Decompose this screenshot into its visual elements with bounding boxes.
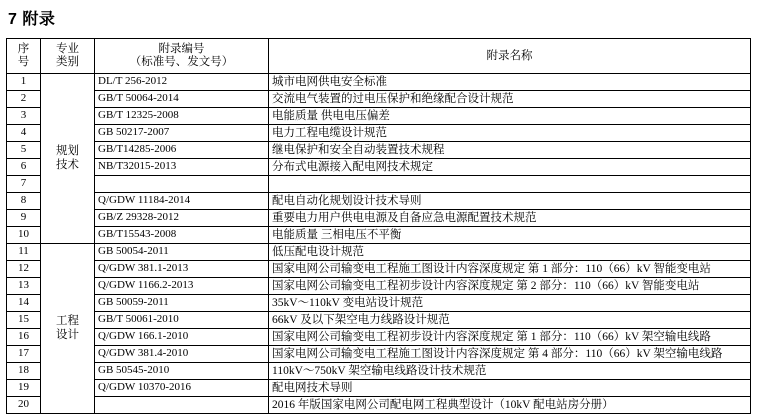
column-header-seq: 序 号 <box>7 39 41 74</box>
table-row <box>7 312 751 329</box>
cell-seq: 10 <box>7 227 41 244</box>
cell-category <box>41 74 95 244</box>
cell-name: 分布式电源接入配电网技术规定 <box>269 159 751 176</box>
cell-seq: 15 <box>7 312 41 329</box>
cell-code: GB/T 50064-2014 <box>95 91 269 108</box>
cell-name: 国家电网公司输变电工程初步设计内容深度规定 第 2 部分：110（66）kV 智能变电站 <box>269 278 751 295</box>
cell-seq: 8 <box>7 193 41 210</box>
cell-code: Q/GDW 10370-2016 <box>95 380 269 397</box>
cell-name <box>269 176 751 193</box>
cell-name: 继电保护和安全自动装置技术规程 <box>269 142 751 159</box>
cell-seq: 16 <box>7 329 41 346</box>
table-row <box>7 380 751 397</box>
cell-seq: 19 <box>7 380 41 397</box>
page-title: 7 附录 <box>8 11 56 28</box>
cell-code: Q/GDW 1166.2-2013 <box>95 278 269 295</box>
cell-name: 电力工程电缆设计规范 <box>269 125 751 142</box>
cell-name: 35kV～110kV 变电站设计规范 <box>269 295 751 312</box>
table-row <box>7 74 751 91</box>
table-row <box>7 329 751 346</box>
cell-name: 配电网技术导则 <box>269 380 751 397</box>
table-row <box>7 295 751 312</box>
table-row <box>7 210 751 227</box>
cell-seq: 4 <box>7 125 41 142</box>
table-row <box>7 159 751 176</box>
cell-seq: 2 <box>7 91 41 108</box>
cell-code: GB/T14285-2006 <box>95 142 269 159</box>
cell-code: DL/T 256-2012 <box>95 74 269 91</box>
cell-code <box>95 176 269 193</box>
cell-code: GB/T 12325-2008 <box>95 108 269 125</box>
document-page <box>0 6 759 411</box>
cell-category <box>41 244 95 414</box>
cell-seq: 3 <box>7 108 41 125</box>
cell-name: 电能质量 三相电压不平衡 <box>269 227 751 244</box>
cell-code: GB 50217-2007 <box>95 125 269 142</box>
column-header-category: 专业 类别 <box>41 39 95 74</box>
cell-code: GB/T 50061-2010 <box>95 312 269 329</box>
cell-code: GB/Z 29328-2012 <box>95 210 269 227</box>
cell-code: Q/GDW 381.1-2013 <box>95 261 269 278</box>
cell-name: 交流电气装置的过电压保护和绝缘配合设计规范 <box>269 91 751 108</box>
cell-name: 110kV～750kV 架空输电线路设计技术规范 <box>269 363 751 380</box>
cell-name: 低压配电设计规范 <box>269 244 751 261</box>
table-body <box>7 74 751 414</box>
cell-name: 66kV 及以下架空电力线路设计规范 <box>269 312 751 329</box>
table-row <box>7 142 751 159</box>
cell-seq: 20 <box>7 397 41 414</box>
cell-code: Q/GDW 381.4-2010 <box>95 346 269 363</box>
cell-seq: 11 <box>7 244 41 261</box>
cell-name: 国家电网公司输变电工程施工图设计内容深度规定 第 4 部分：110（66）kV 架空输电线路 <box>269 346 751 363</box>
column-header-code: 附录编号 （标准号、发文号） <box>95 39 269 74</box>
cell-name: 国家电网公司输变电工程施工图设计内容深度规定 第 1 部分：110（66）kV 智能变电站 <box>269 261 751 278</box>
cell-code: GB 50545-2010 <box>95 363 269 380</box>
cell-seq: 9 <box>7 210 41 227</box>
table-header <box>7 39 751 74</box>
cell-seq: 13 <box>7 278 41 295</box>
table-row <box>7 363 751 380</box>
appendix-table <box>6 38 751 414</box>
column-header-name: 附录名称 <box>269 39 751 74</box>
cell-seq: 14 <box>7 295 41 312</box>
cell-code: Q/GDW 11184-2014 <box>95 193 269 210</box>
cell-seq: 7 <box>7 176 41 193</box>
table-row <box>7 278 751 295</box>
cell-name: 城市电网供电安全标准 <box>269 74 751 91</box>
table-row <box>7 108 751 125</box>
cell-code: GB 50054-2011 <box>95 244 269 261</box>
table-row <box>7 261 751 278</box>
table-row <box>7 125 751 142</box>
cell-name: 重要电力用户供电电源及自备应急电源配置技术规范 <box>269 210 751 227</box>
cell-seq: 5 <box>7 142 41 159</box>
cell-name: 2016 年版国家电网公司配电网工程典型设计（10kV 配电站房分册） <box>269 397 751 414</box>
category-label-line: 规划 <box>56 145 79 158</box>
table-row <box>7 193 751 210</box>
category-label-line: 设计 <box>56 328 79 341</box>
table-row <box>7 227 751 244</box>
cell-code: NB/T32015-2013 <box>95 159 269 176</box>
table-row <box>7 176 751 193</box>
table-row <box>7 91 751 108</box>
table-header-row <box>7 39 751 74</box>
cell-seq: 1 <box>7 74 41 91</box>
cell-name: 国家电网公司输变电工程初步设计内容深度规定 第 1 部分：110（66）kV 架空输电线路 <box>269 329 751 346</box>
cell-name: 配电自动化规划设计技术导则 <box>269 193 751 210</box>
cell-name: 电能质量 供电电压偏差 <box>269 108 751 125</box>
cell-code: Q/GDW 166.1-2010 <box>95 329 269 346</box>
cell-seq: 12 <box>7 261 41 278</box>
category-label-line: 技术 <box>56 158 79 171</box>
cell-seq: 6 <box>7 159 41 176</box>
cell-code <box>95 397 269 414</box>
cell-code: GB/T15543-2008 <box>95 227 269 244</box>
category-label-line: 工程 <box>56 315 79 328</box>
table-row <box>7 397 751 414</box>
cell-seq: 18 <box>7 363 41 380</box>
table-row <box>7 244 751 261</box>
table-row <box>7 346 751 363</box>
cell-seq: 17 <box>7 346 41 363</box>
cell-code: GB 50059-2011 <box>95 295 269 312</box>
